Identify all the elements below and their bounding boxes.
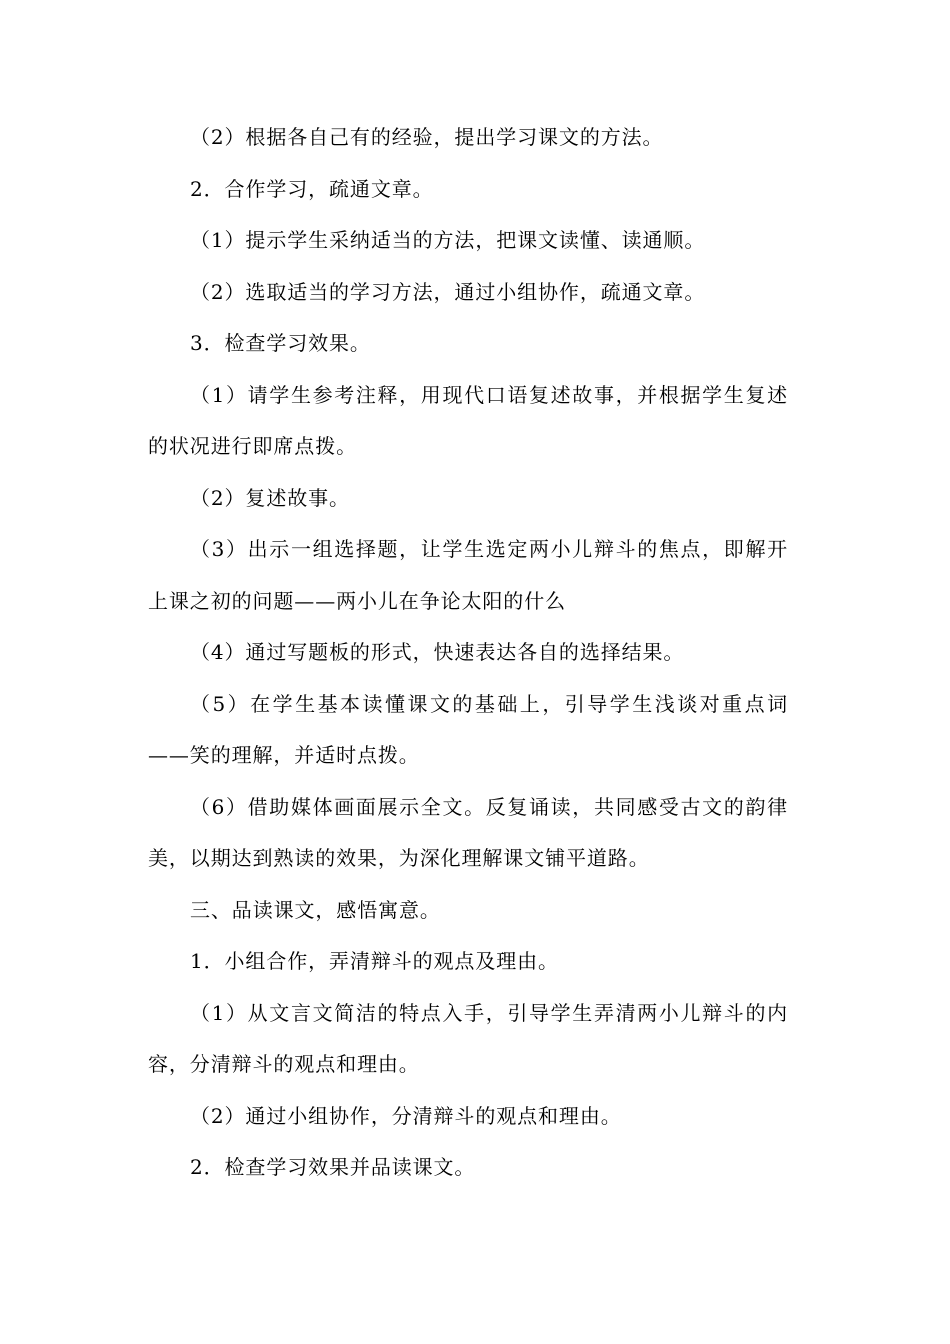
paragraph: （2）通过小组协作，分清辩斗的观点和理由。 — [190, 1103, 622, 1128]
paragraph: （4）通过写题板的形式，快速表达各自的选择结果。 — [190, 640, 685, 664]
paragraph: （1）请学生参考注释，用现代口语复述故事，并根据学生复述的状况进行即席点拨。 — [148, 382, 788, 458]
paragraph: 3．检查学习效果。 — [190, 331, 371, 355]
paragraph: （3）出示一组选择题，让学生选定两小儿辩斗的焦点，即解开上课之初的问题——两小儿在争论太阳的什么 — [148, 537, 788, 613]
paragraph: （1）从文言文简洁的特点入手，引导学生弄清两小儿辩斗的内容，分清辩斗的观点和理由。 — [148, 1000, 788, 1076]
paragraph: （6）借助媒体画面展示全文。反复诵读，共同感受古文的韵律美，以期达到熟读的效果，为深化理解课文铺平道路。 — [148, 794, 788, 870]
paragraph: 三、品读课文，感悟寓意。 — [190, 897, 441, 922]
paragraph: 1．小组合作，弄清辩斗的观点及理由。 — [190, 949, 559, 973]
paragraph: （5）在学生基本读懂课文的基础上，引导学生浅谈对重点词——笑的理解，并适时点拨。 — [148, 691, 788, 767]
paragraph: （2）选取适当的学习方法，通过小组协作，疏通文章。 — [190, 279, 706, 304]
paragraph: （1）提示学生采纳适当的方法，把课文读懂、读通顺。 — [190, 228, 706, 252]
paragraph: （2）根据各自己有的经验，提出学习课文的方法。 — [190, 125, 664, 149]
paragraph: （2）复述故事。 — [190, 485, 350, 510]
paragraph: 2．检查学习效果并品读课文。 — [190, 1155, 476, 1179]
document-body — [148, 112, 788, 1194]
paragraph: 2．合作学习，疏通文章。 — [190, 176, 434, 201]
